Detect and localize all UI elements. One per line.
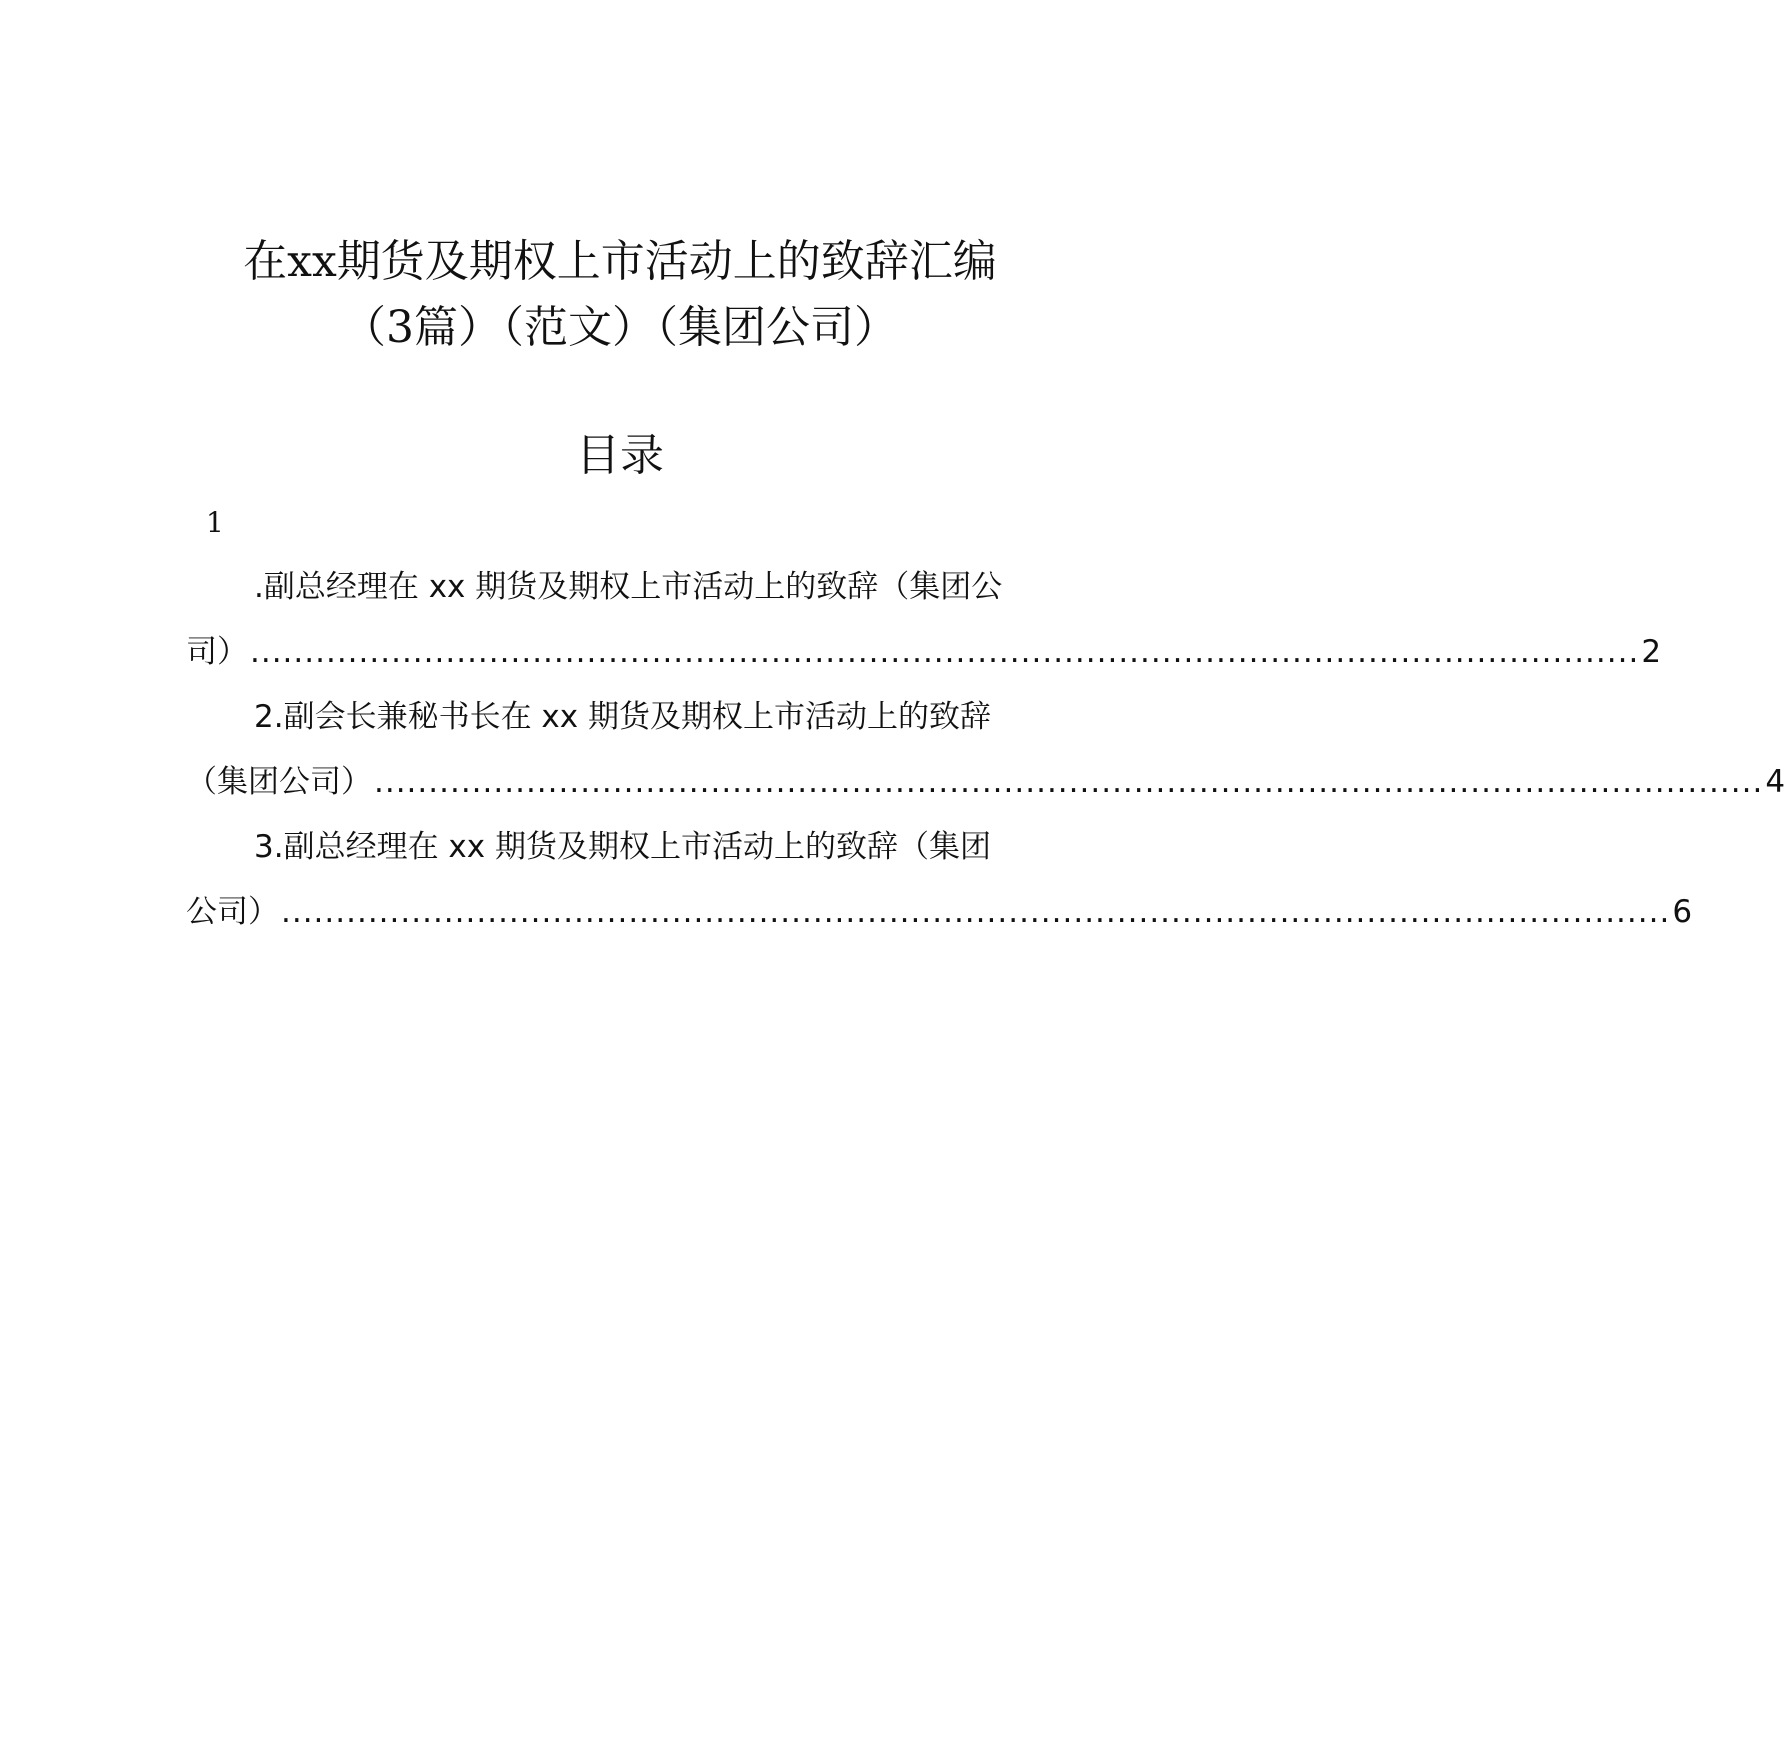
- toc-page-number: 6: [1672, 894, 1693, 930]
- title-open-paren: （: [342, 302, 386, 353]
- toc-entry-continuation: [186, 880, 1693, 945]
- toc-heading: 目录: [576, 430, 664, 481]
- toc-entry-title: 2.副会长兼秘书长在 xx 期货及期权上市活动上的致辞: [254, 699, 991, 735]
- document-title-line-1: [0, 232, 1240, 292]
- title-prefix: 在: [243, 236, 288, 287]
- title-latin: xx: [287, 236, 337, 287]
- title-suffix: 期货及期权上市活动上的致辞汇编: [336, 236, 997, 287]
- stray-number: 1: [206, 506, 224, 539]
- toc-entry-2[interactable]: [186, 685, 1785, 815]
- title-count: 3: [386, 302, 414, 353]
- dot-leader: ................................................................................................................................: [374, 764, 1764, 800]
- toc-entry-3[interactable]: [186, 815, 1693, 945]
- dot-leader: ................................................................................................................................: [281, 894, 1671, 930]
- toc-page-number: 2: [1641, 634, 1662, 670]
- toc-entry-title-tail: 公司）: [186, 894, 279, 930]
- document-title-line-2: [0, 298, 1240, 358]
- toc-page-number: 4: [1765, 764, 1785, 800]
- toc-entry-title-tail: （集团公司）: [186, 764, 372, 800]
- title-rest: 篇）（范文）（集团公司）: [414, 302, 898, 353]
- table-of-contents: [186, 555, 1785, 945]
- toc-entry-title: .副总经理在 xx 期货及期权上市活动上的致辞（集团公: [254, 569, 1003, 605]
- toc-entry-continuation: [186, 620, 1662, 685]
- toc-entry-title-tail: 司）: [186, 634, 248, 670]
- toc-entry-continuation: [186, 750, 1785, 815]
- toc-entry-1[interactable]: [186, 555, 1662, 685]
- toc-entry-title: 3.副总经理在 xx 期货及期权上市活动上的致辞（集团: [254, 829, 991, 865]
- dot-leader: ................................................................................................................................: [250, 634, 1640, 670]
